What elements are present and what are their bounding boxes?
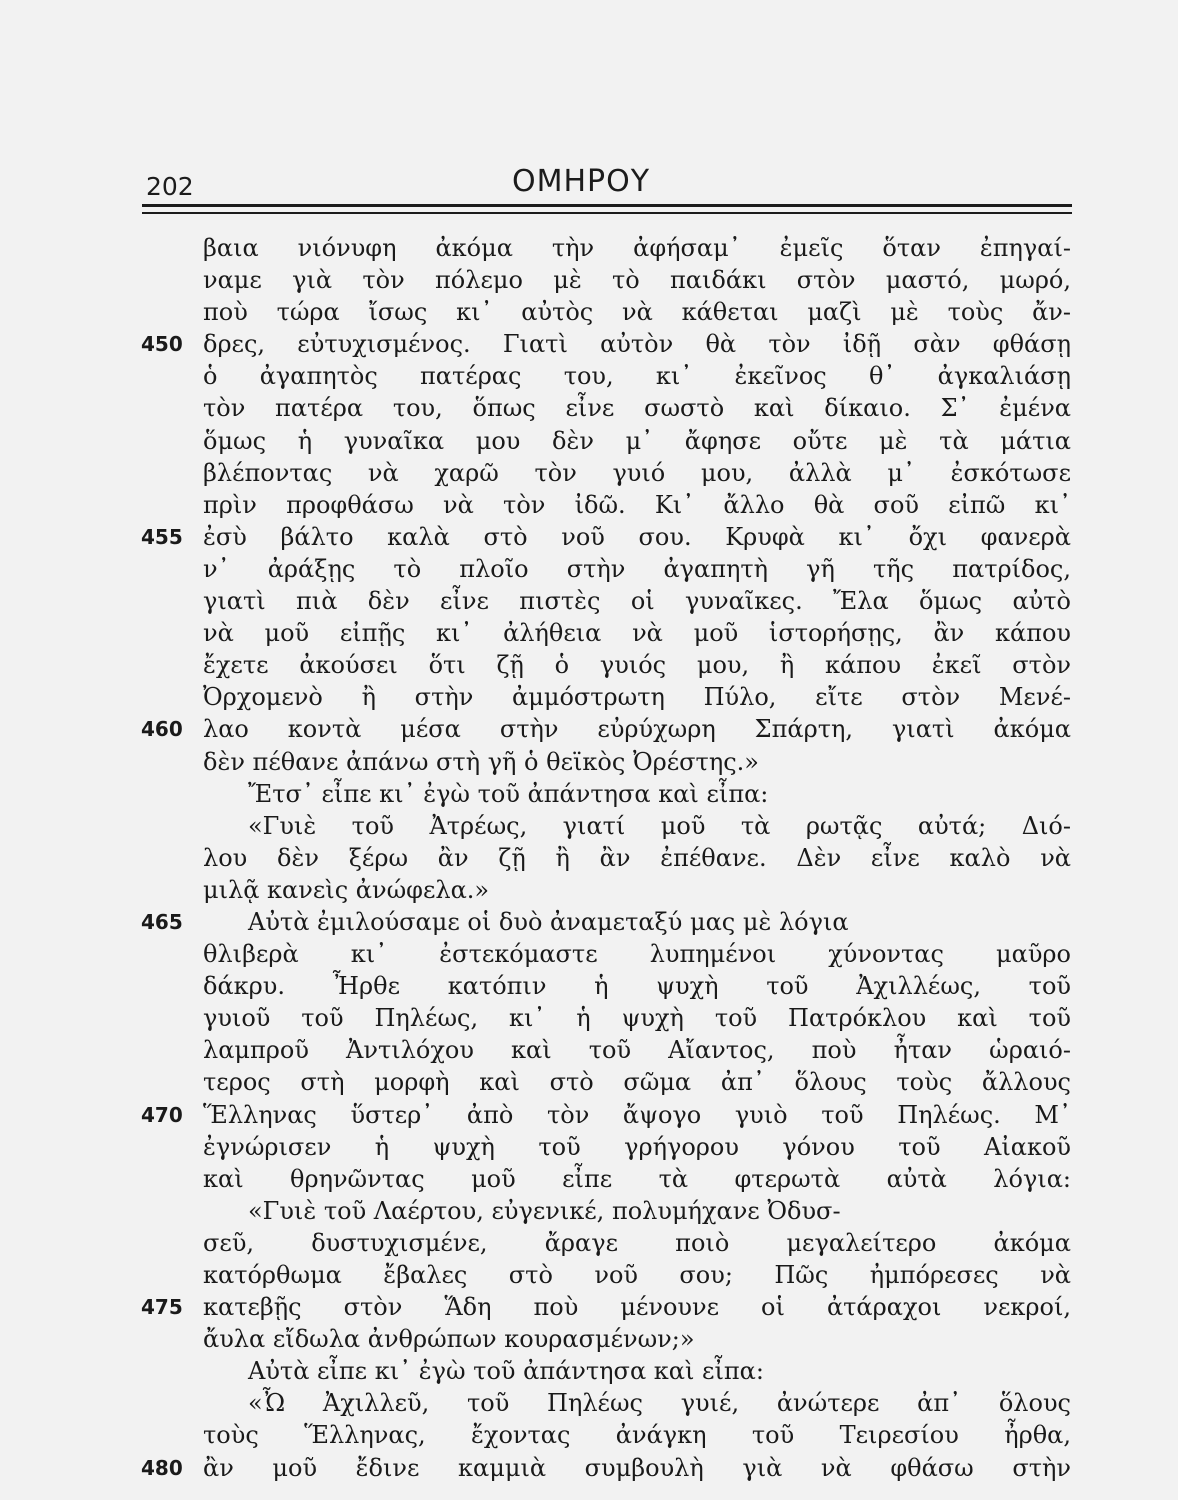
line-text: δρες, εὐτυχισμένος. Γιατὶ αὐτὸν θὰ τὸν ἰδῇ σὰν φθάσῃ	[203, 330, 1071, 359]
line-text: λαο κοντὰ μέσα στὴν εὐρύχωρη Σπάρτη, γιατὶ ἀκόμα	[203, 715, 1071, 744]
text-line	[141, 328, 1071, 360]
line-text: Ἕλληνας ὕστερ᾽ ἀπὸ τὸν ἄψογο γυιὸ τοῦ Πηλέως. Μ᾽	[203, 1100, 1071, 1129]
body-text	[141, 232, 1071, 1484]
line-text: βλέποντας νὰ χαρῶ τὸν γυιό μου, ἀλλὰ μ᾽ ἐσκότωσε	[203, 458, 1071, 487]
line-text: Ὀρχομενὸ ἢ στὴν ἀμμόστρωτη Πύλο, εἴτε στὸν Μενέ-	[203, 683, 1071, 712]
line-text: γιατὶ πιὰ δὲν εἶνε πιστὲς οἱ γυναῖκες. Ἔλα ὅμως αὐτὸ	[203, 587, 1071, 616]
text-line	[203, 1002, 1071, 1034]
text-line	[203, 617, 1071, 649]
text-line	[203, 1419, 1071, 1451]
text-line	[203, 1259, 1071, 1291]
text-line	[203, 746, 1071, 778]
line-text: τὸν πατέρα του, ὅπως εἶνε σωστὸ καὶ δίκαιο. Σ᾽ ἐμένα	[203, 394, 1071, 423]
text-line	[203, 1195, 1071, 1227]
line-text: ἄυλα εἴδωλα ἀνθρώπων κουρασμένων;»	[203, 1325, 695, 1354]
line-text: γυιοῦ τοῦ Πηλέως, κι᾽ ἡ ψυχὴ τοῦ Πατρόκλου καὶ τοῦ	[203, 1004, 1071, 1033]
text-line	[203, 842, 1071, 874]
page-header	[142, 158, 1072, 208]
text-line	[203, 1323, 1071, 1355]
text-line	[203, 649, 1071, 681]
line-text: ὅμως ἡ γυναῖκα μου δὲν μ᾽ ἄφησε οὔτε μὲ τὰ μάτια	[203, 426, 1071, 455]
text-line	[203, 1163, 1071, 1195]
text-line	[203, 360, 1071, 392]
text-line	[203, 778, 1071, 810]
verse-number: 480	[141, 1455, 183, 1480]
text-line	[203, 1066, 1071, 1098]
line-text: δάκρυ. Ἦρθε κατόπιν ἡ ψυχὴ τοῦ Ἀχιλλέως, τοῦ	[203, 972, 1071, 1001]
line-text: λου δὲν ξέρω ἂν ζῇ ἢ ἂν ἐπέθανε. Δὲν εἶνε καλὸ νὰ	[203, 843, 1071, 872]
page-number: 202	[146, 172, 194, 201]
verse-number: 475	[141, 1295, 183, 1320]
line-text: σεῦ, δυστυχισμένε, ἄραγε ποιὸ μεγαλείτερο ἀκόμα	[203, 1228, 1071, 1257]
verse-number: 450	[141, 332, 183, 357]
text-line	[141, 713, 1071, 745]
text-line	[203, 810, 1071, 842]
text-line	[203, 1131, 1071, 1163]
line-text: πρὶν προφθάσω νὰ τὸν ἰδῶ. Κι᾽ ἄλλο θὰ σοῦ εἰπῶ κι᾽	[203, 490, 1071, 519]
line-text: θλιβερὰ κι᾽ ἐστεκόμαστε λυπημένοι χύνοντας μαῦρο	[203, 940, 1071, 969]
verse-number: 470	[141, 1102, 183, 1127]
line-text: Ἔτσ᾽ εἶπε κι᾽ ἐγὼ τοῦ ἀπάντησα καὶ εἶπα:	[248, 779, 769, 808]
text-line	[203, 1034, 1071, 1066]
verse-number: 455	[141, 524, 183, 549]
line-text: ἔχετε ἀκούσει ὅτι ζῇ ὁ γυιός μου, ἢ κάπου ἐκεῖ στὸν	[203, 651, 1071, 680]
text-line	[203, 1387, 1071, 1419]
text-line	[141, 906, 1071, 938]
text-line	[203, 585, 1071, 617]
verse-number: 460	[141, 717, 183, 742]
line-text: Αὐτὰ ἐμιλούσαμε οἱ δυὸ ἀναμεταξύ μας μὲ λόγια	[248, 907, 849, 936]
line-text: λαμπροῦ Ἀντιλόχου καὶ τοῦ Αἴαντος, ποὺ ἦταν ὡραιό-	[203, 1036, 1071, 1065]
line-text: τερος στὴ μορφὴ καὶ στὸ σῶμα ἀπ᾽ ὅλους τοὺς ἄλλους	[203, 1068, 1071, 1097]
verse-number: 465	[141, 909, 183, 934]
text-line	[203, 1355, 1071, 1387]
text-line	[203, 970, 1071, 1002]
line-text: ἐσὺ βάλτο καλὰ στὸ νοῦ σου. Κρυφὰ κι᾽ ὄχι φανερὰ	[203, 522, 1071, 551]
line-text: νὰ μοῦ εἰπῇς κι᾽ ἀλήθεια νὰ μοῦ ἱστορήσῃς, ἂν κάπου	[203, 619, 1071, 648]
line-text: δὲν πέθανε ἀπάνω στὴ γῆ ὁ θεϊκὸς Ὀρέστης.»	[203, 747, 759, 776]
line-text: «Ὦ Ἀχιλλεῦ, τοῦ Πηλέως γυιέ, ἀνώτερε ἀπ᾽ ὅλους	[248, 1389, 1071, 1418]
text-line	[203, 874, 1071, 906]
text-line	[203, 296, 1071, 328]
text-line	[141, 521, 1071, 553]
line-text: καὶ θρηνῶντας μοῦ εἶπε τὰ φτερωτὰ αὐτὰ λόγια:	[203, 1164, 1071, 1193]
text-line	[203, 425, 1071, 457]
line-text: ποὺ τώρα ἴσως κι᾽ αὐτὸς νὰ κάθεται μαζὶ μὲ τοὺς ἄν-	[203, 298, 1071, 327]
text-line	[203, 489, 1071, 521]
line-text: μιλᾷ κανεὶς ἀνώφελα.»	[203, 875, 490, 904]
line-text: κατόρθωμα ἔβαλες στὸ νοῦ σου; Πῶς ἠμπόρεσες νὰ	[203, 1261, 1071, 1289]
line-text: ἂν μοῦ ἔδινε καμμιὰ συμβουλὴ γιὰ νὰ φθάσω στὴν	[203, 1453, 1071, 1482]
text-line	[141, 1099, 1071, 1131]
text-line	[203, 392, 1071, 424]
line-text: ὁ ἀγαπητὸς πατέρας του, κι᾽ ἐκεῖνος θ᾽ ἀγκαλιάσῃ	[203, 362, 1071, 391]
line-text: ἐγνώρισεν ἡ ψυχὴ τοῦ γρήγορου γόνου τοῦ Αἰακοῦ	[203, 1132, 1071, 1161]
line-text: Αὐτὰ εἶπε κι᾽ ἐγὼ τοῦ ἀπάντησα καὶ εἶπα:	[248, 1357, 764, 1386]
text-line	[141, 1452, 1071, 1484]
line-text: τοὺς Ἕλληνας, ἔχοντας ἀνάγκη τοῦ Τειρεσίου ἦρθα,	[203, 1421, 1071, 1450]
line-text: βαια νιόνυφη ἀκόμα τὴν ἀφήσαμ᾽ ἐμεῖς ὅταν ἐπηγαί-	[203, 234, 1071, 262]
text-line	[203, 232, 1071, 264]
text-line	[203, 681, 1071, 713]
line-text: ν᾽ ἀράξῃς τὸ πλοῖο στὴν ἀγαπητὴ γῆ τῆς πατρίδος,	[203, 554, 1071, 583]
header-rule-thick	[142, 204, 1072, 207]
line-text: «Γυιὲ τοῦ Λαέρτου, εὐγενικέ, πολυμήχανε Ὀδυσ-	[248, 1196, 841, 1225]
text-line	[141, 1291, 1071, 1323]
line-text: ναμε γιὰ τὸν πόλεμο μὲ τὸ παιδάκι στὸν μαστό, μωρό,	[203, 266, 1071, 295]
text-line	[203, 1227, 1071, 1259]
line-text: κατεβῇς στὸν Ἅδη ποὺ μένουνε οἱ ἀτάραχοι νεκροί,	[203, 1293, 1071, 1322]
text-line	[203, 264, 1071, 296]
text-line	[203, 553, 1071, 585]
text-line	[203, 457, 1071, 489]
running-title: ΟΜΗΡΟΥ	[512, 164, 651, 199]
header-rule-thin	[142, 212, 1072, 214]
line-text: «Γυιὲ τοῦ Ἀτρέως, γιατί μοῦ τὰ ρωτᾷς αὐτά; Διό-	[248, 811, 1071, 840]
text-line	[203, 938, 1071, 970]
